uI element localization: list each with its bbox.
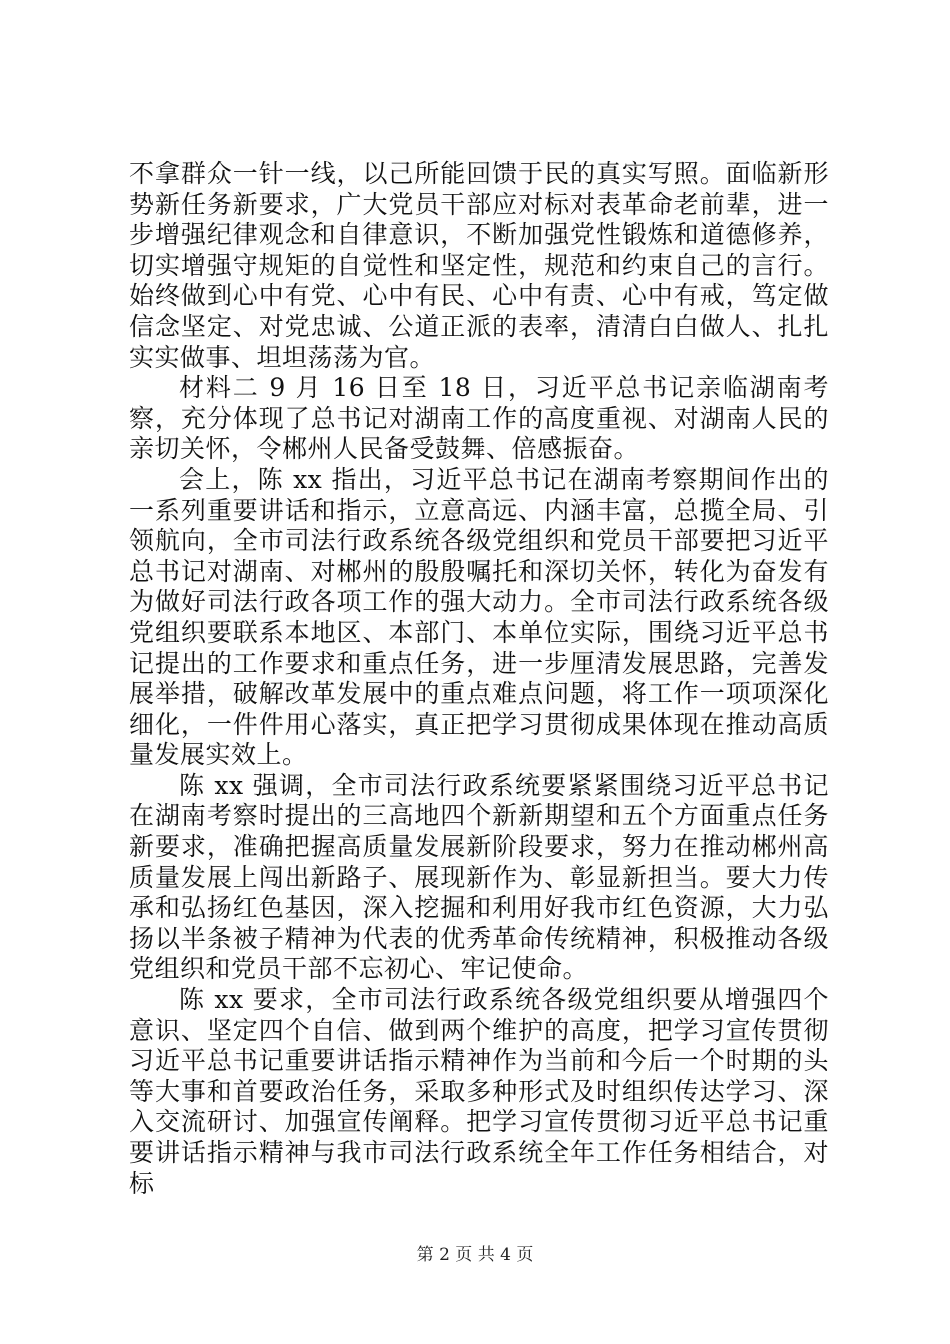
paragraph-1: 不拿群众一针一线，以己所能回馈于民的真实写照。面临新形势新任务新要求，广大党员干部应对标对表革命老前辈，进一步增强纪律观念和自律意识，不断加强党性锻炼和道德修养，切实增强守规矩的自觉性和坚定性，规范和约束自己的言行。始终做到心中有党、心中有民、心中有责、心中有戒，笃定做信念坚定、对党忠诚、公道正派的表率，清清白白做人、扎扎实实做事、坦坦荡荡为官。	[129, 159, 829, 372]
paragraph-2: 材料二 9 月 16 日至 18 日，习近平总书记亲临湖南考察，充分体现了总书记对湖南工作的高度重视、对湖南人民的亲切关怀，令郴州人民备受鼓舞、倍感振奋。	[129, 373, 829, 464]
page-number-footer: 第 2 页 共 4 页	[416, 1245, 534, 1265]
paragraph-3: 会上，陈 xx 指出，习近平总书记在湖南考察期间作出的一系列重要讲话和指示，立意高远、内涵丰富，总揽全局、引领航向，全市司法行政系统各级党组织和党员干部要把习近平总书记对湖南、对郴州的殷殷嘱托和深切关怀，转化为奋发有为做好司法行政各项工作的强大动力。全市司法行政系统各级党组织要联系本地区、本部门、本单位实际，围绕习近平总书记提出的工作要求和重点任务，进一步厘清发展思路，完善发展举措，破解改革发展中的重点难点问题，将工作一项项深化细化，一件件用心落实，真正把学习贯彻成果体现在推动高质量发展实效上。	[129, 464, 829, 770]
paragraph-5: 陈 xx 要求，全市司法行政系统各级党组织要从增强四个意识、坚定四个自信、做到两个维护的高度，把学习宣传贯彻习近平总书记重要讲话指示精神作为当前和今后一个时期的头等大事和首要政治任务，采取多种形式及时组织传达学习、深入交流研讨、加强宣传阐释。把学习宣传贯彻习近平总书记重要讲话指示精神与我市司法行政系统全年工作任务相结合，对标	[129, 985, 829, 1198]
paragraph-4: 陈 xx 强调，全市司法行政系统要紧紧围绕习近平总书记在湖南考察时提出的三高地四个新新期望和五个方面重点任务新要求，准确把握高质量发展新阶段要求，努力在推动郴州高质量发展上闯出新路子、展现新作为、彰显新担当。要大力传承和弘扬红色基因，深入挖掘和利用好我市红色资源，大力弘扬以半条被子精神为代表的优秀革命传统精神，积极推动各级党组织和党员干部不忘初心、牢记使命。	[129, 770, 829, 984]
document-body	[129, 159, 829, 1199]
